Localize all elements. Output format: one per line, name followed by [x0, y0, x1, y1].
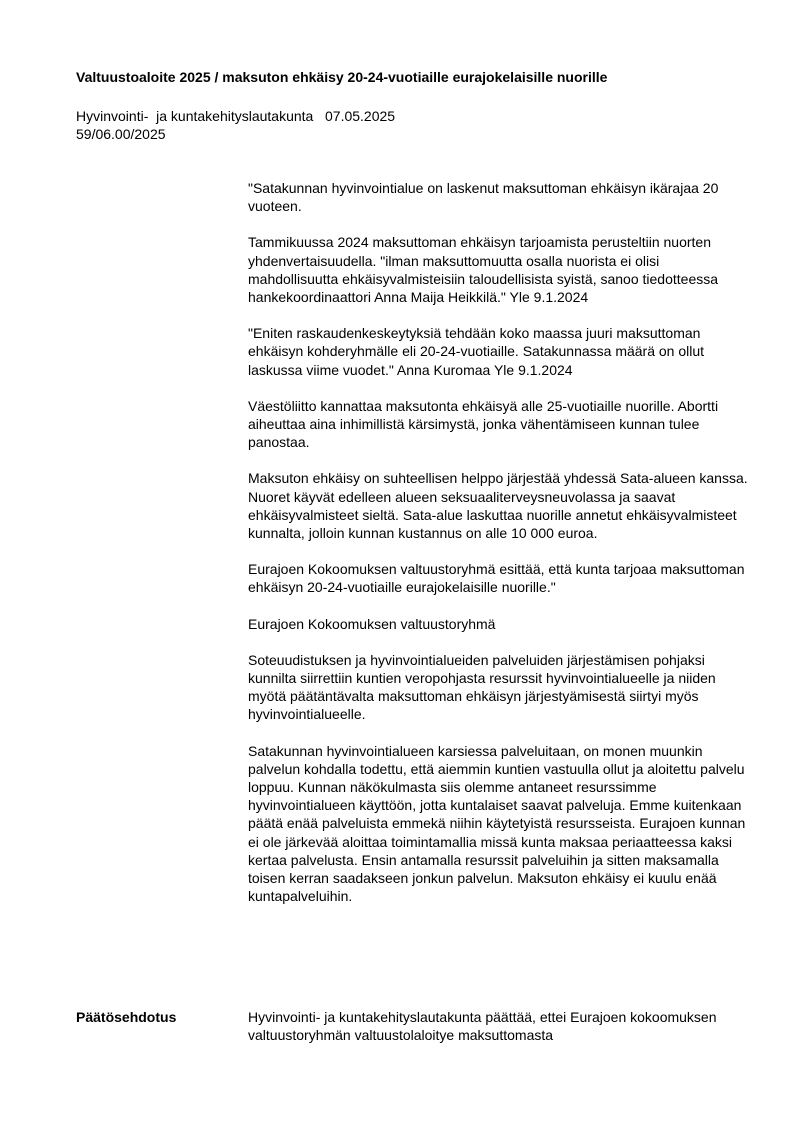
decision-label: Päätösehdotus: [76, 1009, 177, 1025]
body-paragraph: Eurajoen Kokoomuksen valtuustoryhmä esittää, että kunta tarjoaa maksuttoman ehkäisyn 20-24-vuotiaille eurajokelaisille nuorille.": [248, 561, 745, 596]
decision-text: Hyvinvointi- ja kuntakehityslautakunta päättää, ettei Eurajoen kokoomuksen valtuustoryhmän valtuustolaloitye maksuttomasta: [248, 1009, 717, 1043]
body-paragraph: Eurajoen Kokoomuksen valtuustoryhmä: [248, 615, 496, 632]
committee-date-line: Hyvinvointi- ja kuntakehityslautakunta 07.05.2025: [76, 108, 396, 124]
document-body: [248, 179, 748, 924]
body-paragraph: "Satakunnan hyvinvointialue on laskenut maksuttoman ehkäisyn ikärajaa 20 vuoteen.: [248, 180, 719, 215]
document-title: Valtuustoaloite 2025 / maksuton ehkäisy 20-24-vuotiaille eurajokelaisille nuorille: [76, 69, 608, 85]
body-paragraph: Maksuton ehkäisy on suhteellisen helppo järjestää yhdessä Sata-alueen kanssa. Nuoret käyvät edelleen alueen seksuaaliterveysneuvolassa ja saavat ehkäisyvalmisteet sieltä. Sata-alue laskuttaa nuorille annetut ehkäisyvalmisteet kunnalta, jolloin kunnan kustannus on alle 10 000 euroa.: [248, 470, 748, 542]
body-paragraph: Tammikuussa 2024 maksuttoman ehkäisyn tarjoamista perusteltiin nuorten yhdenvertaisuudella. "ilman maksuttomuutta osalla nuorista ei olisi mahdollisuutta ehkäisyvalmisteisiin taloudellisista syistä, sanoo tiedotteessa hankekoordinaattori Anna Maija Heikkilä." Yle 9.1.2024: [248, 234, 719, 306]
body-paragraph: Satakunnan hyvinvointialueen karsiessa palveluitaan, on monen muunkin palvelun kohdalla todettu, että aiemmin kuntien vastuulla ollut ja aloitettu palvelu loppuu. Kunnan näkökulmasta siis olemme antaneet resurssimme hyvinvointialueen käyttöön, jotta kuntalaiset saavat palveluja. Emme kuitenkaan päätä enää palveluista emmekä niihin käytetyistä resursseista. Eurajoen kunnan ei ole järkevää aloittaa toimintamallia missä kunta maksaa periaatteessa kaksi kertaa palvelusta. Ensin antamalla resurssit palveluihin ja sitten maksamalla toisen kerran saadakseen jonkun palvelun. Maksuton ehkäisy ei kuulu enää kuntapalveluihin.: [248, 742, 746, 905]
body-paragraph: "Eniten raskaudenkeskeytyksiä tehdään koko maassa juuri maksuttoman ehkäisyn kohderyhmälle eli 20-24-vuotiaille. Satakunnassa määrä on ollut laskussa viime vuodet." Anna Kuromaa Yle 9.1.2024: [248, 325, 705, 378]
document-meta: [76, 107, 676, 143]
body-paragraph: Soteuudistuksen ja hyvinvointialueiden palveluiden järjestämisen pohjaksi kunnilta siirrettiin kuntien veropohjasta resurssit hyvinvointialueelle ja niiden myötä päätäntävalta maksuttoman ehkäisyn järjestyämisestä siirtyi myös hyvinvointialueelle.: [248, 651, 716, 723]
body-paragraph: Väestöliitto kannattaa maksutonta ehkäisyä alle 25-vuotiaille nuorille. Abortti aiheuttaa aina inhimillistä kärsimystä, jonka vähentämiseen kunnan tulee panostaa.: [248, 397, 719, 451]
reference-number: 59/06.00/2025: [76, 126, 166, 142]
